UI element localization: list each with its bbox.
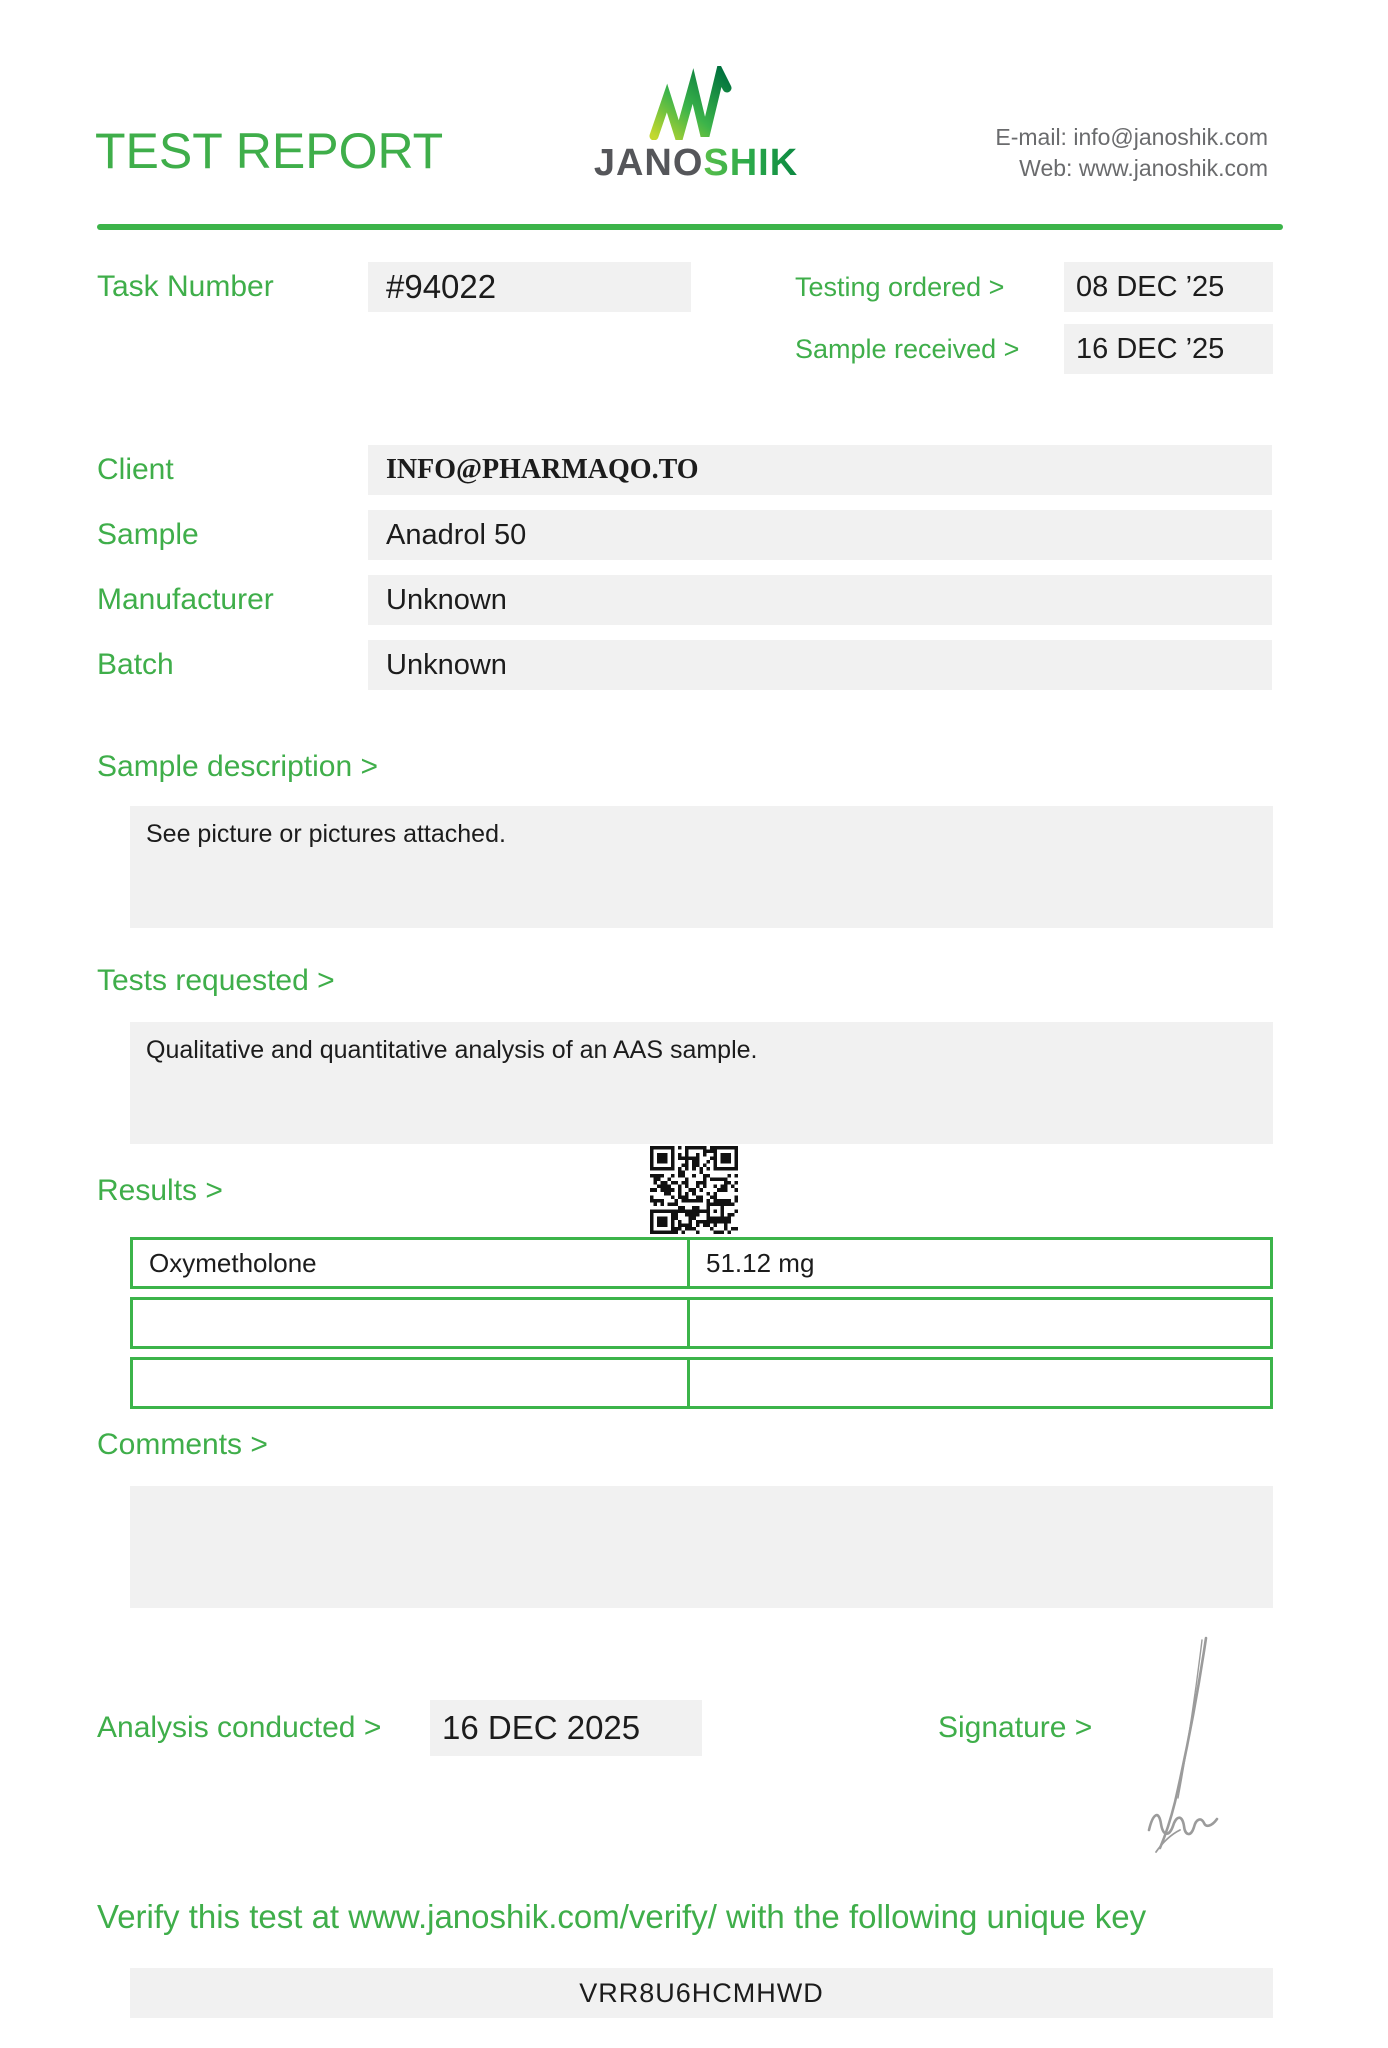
results-heading: Results > (97, 1174, 223, 1207)
janoshik-chart-logo-icon (648, 66, 742, 145)
result-amount (690, 1360, 1270, 1406)
manufacturer-label: Manufacturer (97, 583, 274, 616)
sample-received-value: 16 DEC ’25 (1064, 324, 1273, 374)
task-number-value: #94022 (368, 262, 691, 312)
contact-web: Web: www.janoshik.com (1019, 155, 1268, 181)
result-substance (133, 1300, 690, 1346)
contact-email: E-mail: info@janoshik.com (995, 124, 1268, 150)
analysis-conducted-label: Analysis conducted > (97, 1711, 382, 1744)
tests-requested-text: Qualitative and quantitative analysis of an AAS sample. (146, 1036, 758, 1064)
results-table-row (130, 1357, 1273, 1409)
result-substance: Oxymetholone (133, 1240, 690, 1286)
tests-requested-box (130, 1022, 1273, 1144)
qr-code (650, 1146, 738, 1234)
result-substance (133, 1360, 690, 1406)
verify-instructions: Verify this test at www.janoshik.com/verify/ with the following unique key (97, 1898, 1147, 1935)
batch-label: Batch (97, 648, 174, 681)
task-number-label: Task Number (97, 270, 274, 303)
batch-value: Unknown (368, 640, 1272, 690)
testing-ordered-value: 08 DEC ’25 (1064, 262, 1273, 312)
contact-block (995, 122, 1268, 184)
wordmark-shik: SHIK (703, 142, 799, 184)
analysis-conducted-date: 16 DEC 2025 (430, 1700, 702, 1756)
manufacturer-value: Unknown (368, 575, 1272, 625)
page-title: TEST REPORT (95, 123, 444, 179)
testing-ordered-label: Testing ordered > (795, 272, 1005, 302)
sample-description-box (130, 806, 1273, 928)
client-label: Client (97, 453, 174, 486)
unique-key: VRR8U6HCMHWD (130, 1968, 1273, 2018)
result-amount: 51.12 mg (706, 1248, 815, 1278)
results-table (130, 1237, 1273, 1417)
comments-box (130, 1486, 1273, 1608)
handwritten-signature (1122, 1630, 1252, 1890)
results-table-row (130, 1237, 1273, 1289)
comments-heading: Comments > (97, 1428, 268, 1461)
tests-requested-heading: Tests requested > (97, 964, 335, 997)
sample-description-heading: Sample description > (97, 750, 378, 783)
header-divider (97, 224, 1283, 230)
results-table-row (130, 1297, 1273, 1349)
sample-value: Anadrol 50 (368, 510, 1272, 560)
signature-label: Signature > (938, 1711, 1093, 1744)
sample-label: Sample (97, 518, 199, 551)
wordmark-jano: JANO (593, 142, 704, 184)
result-amount (690, 1300, 1270, 1346)
janoshik-wordmark (560, 142, 832, 185)
client-value: INFO@PHARMAQO.TO (368, 445, 1272, 495)
sample-description-text: See picture or pictures attached. (146, 820, 506, 848)
sample-received-label: Sample received > (795, 334, 1020, 364)
